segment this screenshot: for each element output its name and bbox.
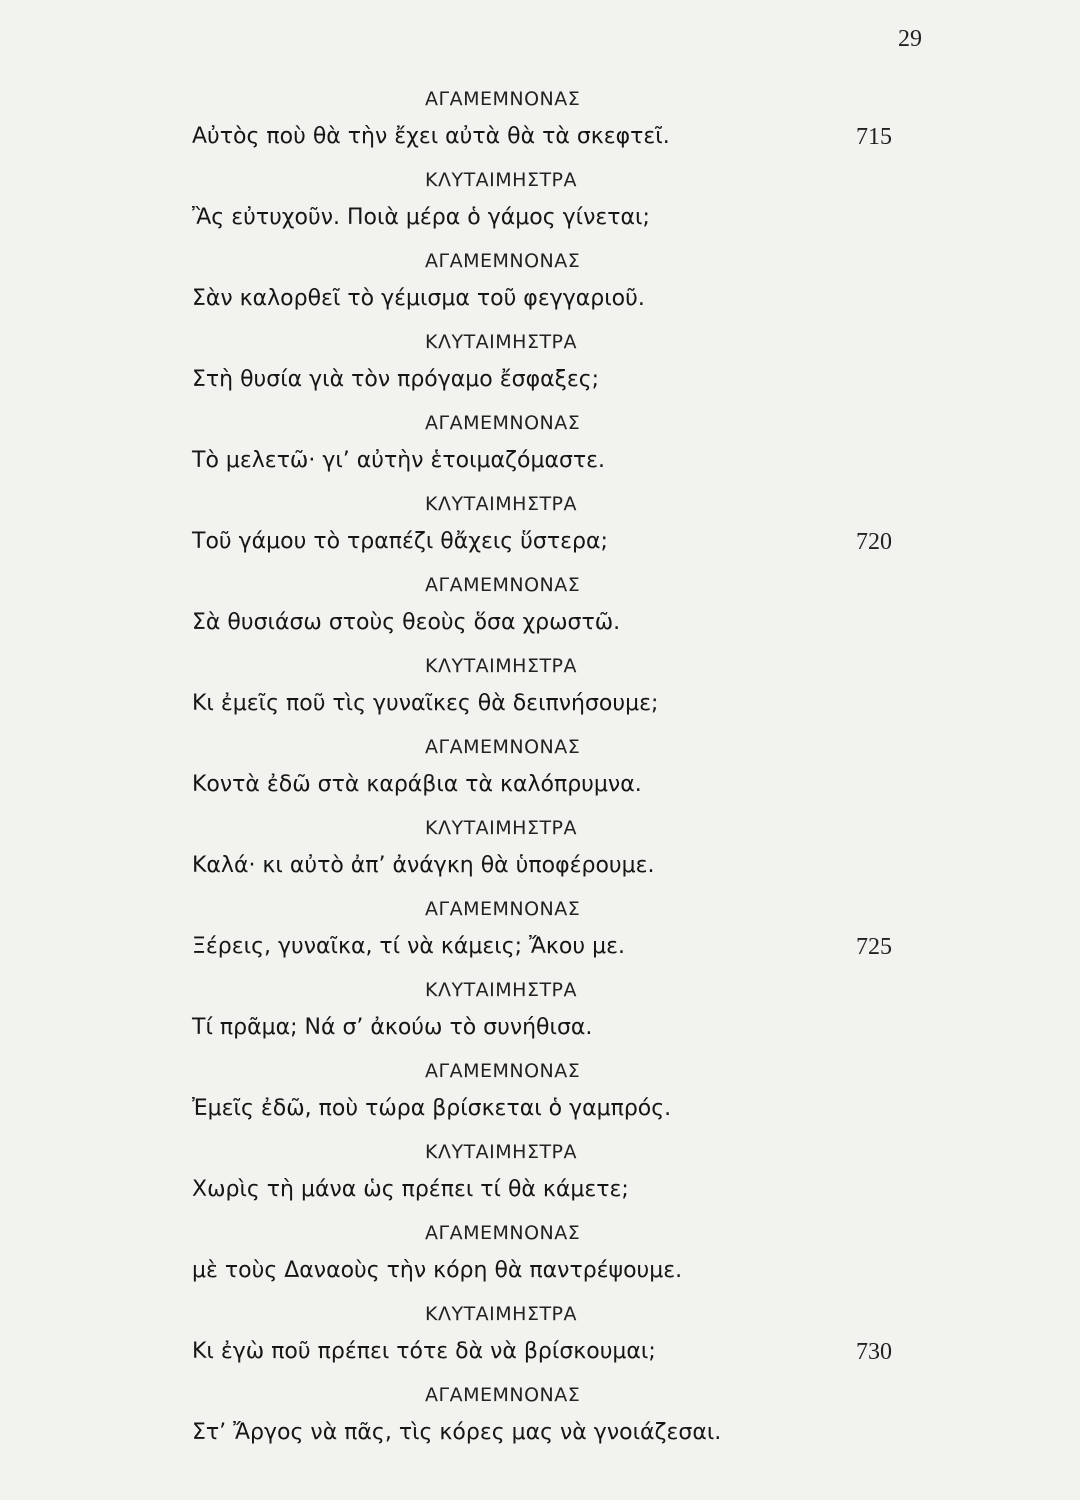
speaker-name: ΑΓΑΜΕΜΝΟΝΑΣ [425, 574, 581, 596]
verse-line: Σὰν καλορθεῖ τὸ γέμισμα τοῦ φεγγαριοῦ. [192, 286, 645, 311]
exchange [0, 736, 1080, 817]
verse-line: Τί πρᾶμα; Νά σ’ ἀκούω τὸ συνήθισα. [192, 1015, 593, 1040]
verse-line: Κι ἐγὼ ποῦ πρέπει τότε δὰ νὰ βρίσκουμαι; [192, 1339, 656, 1364]
exchange [0, 1141, 1080, 1222]
dialogue [0, 88, 1080, 1465]
exchange [0, 979, 1080, 1060]
verse-line: Καλά· κι αὐτὸ ἀπ’ ἀνάγκη θὰ ὑποφέρουμε. [192, 853, 655, 878]
exchange [0, 250, 1080, 331]
exchange [0, 169, 1080, 250]
speaker-name: ΚΛΥΤΑΙΜΗΣΤΡΑ [425, 331, 578, 353]
verse-line: Τοῦ γάμου τὸ τραπέζι θἄχεις ὕστερα; [192, 529, 608, 554]
exchange [0, 574, 1080, 655]
line-number: 715 [856, 124, 892, 150]
exchange [0, 655, 1080, 736]
speaker-name: ΚΛΥΤΑΙΜΗΣΤΡΑ [425, 979, 578, 1001]
line-number: 725 [856, 934, 892, 960]
speaker-name: ΚΛΥΤΑΙΜΗΣΤΡΑ [425, 1141, 578, 1163]
verse-line: Κι ἐμεῖς ποῦ τὶς γυναῖκες θὰ δειπνήσουμε; [192, 691, 659, 716]
exchange [0, 898, 1080, 979]
speaker-name: ΑΓΑΜΕΜΝΟΝΑΣ [425, 736, 581, 758]
verse-line: Ἐμεῖς ἐδῶ, ποὺ τώρα βρίσκεται ὁ γαμπρός. [192, 1096, 672, 1121]
verse-line: Κοντὰ ἐδῶ στὰ καράβια τὰ καλόπρυμνα. [192, 772, 642, 797]
exchange [0, 1384, 1080, 1465]
exchange [0, 88, 1080, 169]
page-number: 29 [898, 26, 922, 52]
verse-line: Χωρὶς τὴ μάνα ὡς πρέπει τί θὰ κάμετε; [192, 1177, 629, 1202]
verse-line: Ξέρεις, γυναῖκα, τί νὰ κάμεις; Ἄκου με. [192, 934, 625, 959]
speaker-name: ΑΓΑΜΕΜΝΟΝΑΣ [425, 1384, 581, 1406]
exchange [0, 493, 1080, 574]
verse-line: Σὰ θυσιάσω στοὺς θεοὺς ὅσα χρωστῶ. [192, 610, 621, 635]
speaker-name: ΚΛΥΤΑΙΜΗΣΤΡΑ [425, 1303, 578, 1325]
verse-line: Ἂς εὐτυχοῦν. Ποιὰ μέρα ὁ γάμος γίνεται; [192, 205, 650, 230]
verse-line: Στ’ Ἄργος νὰ πᾶς, τὶς κόρες μας νὰ γνοιάζεσαι. [192, 1420, 722, 1445]
line-number: 720 [856, 529, 892, 555]
speaker-name: ΚΛΥΤΑΙΜΗΣΤΡΑ [425, 169, 578, 191]
speaker-name: ΚΛΥΤΑΙΜΗΣΤΡΑ [425, 493, 578, 515]
speaker-name: ΚΛΥΤΑΙΜΗΣΤΡΑ [425, 817, 578, 839]
speaker-name: ΑΓΑΜΕΜΝΟΝΑΣ [425, 412, 581, 434]
exchange [0, 1060, 1080, 1141]
speaker-name: ΚΛΥΤΑΙΜΗΣΤΡΑ [425, 655, 578, 677]
verse-line: Αὐτὸς ποὺ θὰ τὴν ἔχει αὐτὰ θὰ τὰ σκεφτεῖ. [192, 124, 670, 149]
exchange [0, 412, 1080, 493]
exchange [0, 1303, 1080, 1384]
verse-line: Τὸ μελετῶ· γι’ αὐτὴν ἑτοιμαζόμαστε. [192, 448, 606, 473]
speaker-name: ΑΓΑΜΕΜΝΟΝΑΣ [425, 88, 581, 110]
exchange [0, 817, 1080, 898]
speaker-name: ΑΓΑΜΕΜΝΟΝΑΣ [425, 898, 581, 920]
speaker-name: ΑΓΑΜΕΜΝΟΝΑΣ [425, 250, 581, 272]
line-number: 730 [856, 1339, 892, 1365]
exchange [0, 1222, 1080, 1303]
speaker-name: ΑΓΑΜΕΜΝΟΝΑΣ [425, 1222, 581, 1244]
speaker-name: ΑΓΑΜΕΜΝΟΝΑΣ [425, 1060, 581, 1082]
exchange [0, 331, 1080, 412]
verse-line: μὲ τοὺς Δαναοὺς τὴν κόρη θὰ παντρέψουμε. [192, 1258, 683, 1283]
verse-line: Στὴ θυσία γιὰ τὸν πρόγαμο ἔσφαξες; [192, 367, 600, 392]
